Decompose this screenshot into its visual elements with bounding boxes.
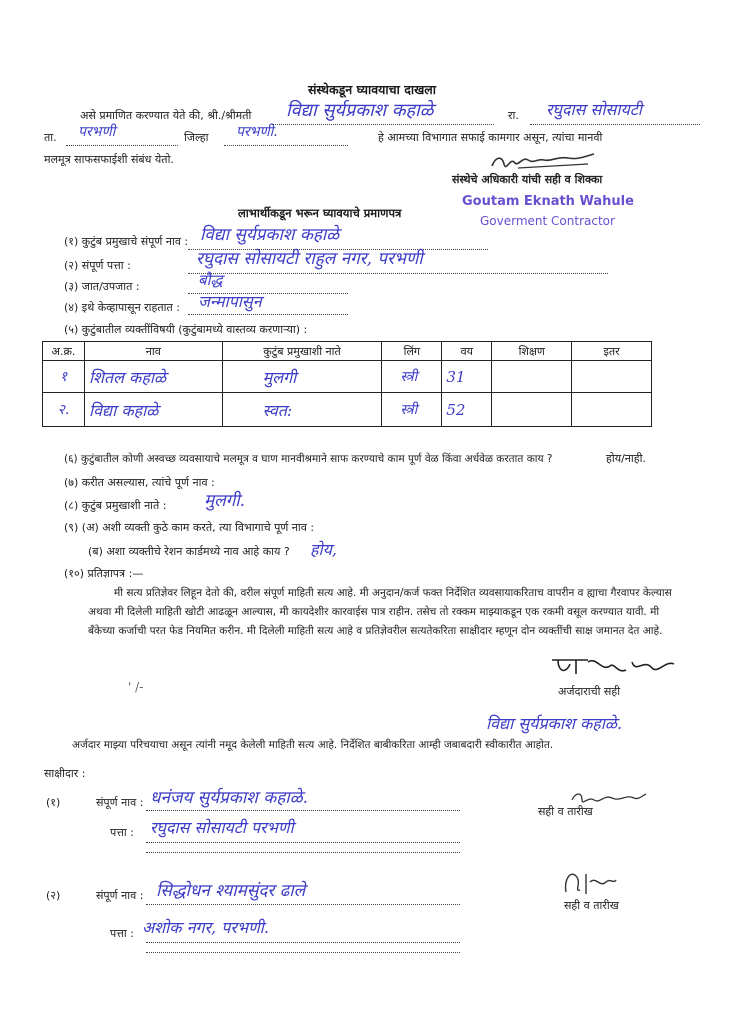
applicant-fullname: विद्या सुर्यप्रकाश कहाळे. <box>486 714 623 733</box>
q6-label: (६) कुटुंबातील कोणी अस्वच्छ व्यवसायाचे मलमूत्र व घाण मानवीश्रमाने साफ करण्याचे काम पूर्ण वेळ किंवा अर्धवेळ करतात काय ? <box>64 453 553 465</box>
col-header: नाव <box>84 342 222 361</box>
w2-number: (२) <box>46 889 61 902</box>
col-header: अ.क्र. <box>43 342 85 361</box>
table-cell: 52 <box>442 393 492 427</box>
table-cell <box>572 393 652 427</box>
q8-value: मुलगी. <box>204 491 246 511</box>
cert-taluka-label: ता. <box>44 131 57 144</box>
cert-line1-label: असे प्रमाणित करण्यात येते की, श्री./श्रीमती <box>80 109 252 122</box>
table-cell: स्त्री <box>382 361 442 393</box>
officer-sign-label: संस्थेचे अधिकारी यांची सही व शिक्का <box>452 173 603 186</box>
cert-residence: रघुदास सोसायटी <box>546 100 642 119</box>
declaration-title: लाभार्थीकडून भरून घ्यावयाचे प्रमाणपत्र <box>238 206 402 220</box>
w2-signature <box>560 866 620 900</box>
applicant-signature-mark <box>548 652 688 682</box>
q1-label: (१) कुटुंब प्रमुखाचे संपूर्ण नाव : <box>64 235 189 248</box>
table-cell <box>492 361 572 393</box>
w1-name-label: संपूर्ण नाव : <box>96 796 144 809</box>
table-cell <box>572 361 652 393</box>
table-row <box>43 361 652 393</box>
table-cell: स्त्री <box>382 393 442 427</box>
table-cell: शितल कहाळे <box>84 361 222 393</box>
col-header: वय <box>442 342 492 361</box>
table-cell: स्वत: <box>222 393 382 427</box>
col-header: कुटुंब प्रमुखाशी नाते <box>222 342 382 361</box>
table-cell <box>492 393 572 427</box>
cert-district: परभणी. <box>236 124 278 140</box>
cert-residence-label: रा. <box>508 109 519 122</box>
table-cell: मुलगी <box>222 361 382 393</box>
w1-address: रघुदास सोसायटी परभणी <box>150 818 294 837</box>
q4-label: (४) इथे केव्हापासून राहतात : <box>64 301 180 314</box>
cert-line2-text: हे आमच्या विभागात सफाई कामगार असून, त्यांचा मानवी <box>378 131 603 144</box>
w2-address: अशोक नगर, परभणी. <box>142 918 269 937</box>
q3-value: बौद्ध <box>198 271 223 289</box>
table-header-row <box>43 342 652 361</box>
q8-label: (८) कुटुंब प्रमुखाशी नाते : <box>64 499 167 512</box>
q4-value: जन्मापासुन <box>198 292 262 311</box>
w1-name: धनंजय सुर्यप्रकाश कहाळे. <box>150 788 309 808</box>
q2-label: (२) संपूर्ण पत्ता : <box>64 259 131 272</box>
w1-address-label: पत्ता : <box>110 826 134 839</box>
w2-name: सिद्धोधन श्यामसुंदर ढाले <box>156 881 306 901</box>
cert-name: विद्या सुर्यप्रकाश कहाळे <box>286 100 434 121</box>
col-header: इतर <box>572 342 652 361</box>
w1-sign-label: सही व तारीख <box>538 805 593 818</box>
q1-value: विद्या सुर्यप्रकाश कहाळे <box>200 225 340 245</box>
cert-line3-text: मलमूत्र साफसफाईशी संबंध येतो. <box>44 153 174 166</box>
table-cell: १ <box>43 361 85 393</box>
w1-number: (१) <box>46 796 61 809</box>
col-header: शिक्षण <box>492 342 572 361</box>
w2-sign-label: सही व तारीख <box>564 899 619 912</box>
affidavit-text: मी सत्य प्रतिज्ञेवर लिहून देतो की, वरील संपूर्ण माहिती सत्य आहे. मी अनुदान/कर्ज फक्त निर्देशित व्यवसायाकरिताच वापरीन व ह्याचा गैरवापर केल्यास अथवा मी दिलेली माहिती खोटी आढळून आल्यास, मी कायदेशीर कारवाईस पात्र राहीन. तसेच तो रक्कम माझ्याकडून एक रकमी वसूल करण्यात यावी. मी बँकेच्या कर्जाची परत फेड नियमित करीन. मी दिलेली माहिती सत्य आहे व प्रतिज्ञेवरील सत्यतेकरिता साक्षीदार म्हणून दोन व्यक्तींची साक्ष जमानत देत आहे. <box>88 587 672 637</box>
q9a-label: (९) (अ) अशी व्यक्ती कुठे काम करते, त्या विभागाचे पूर्ण नाव : <box>64 521 315 534</box>
family-table <box>42 341 652 427</box>
w2-name-label: संपूर्ण नाव : <box>96 889 144 902</box>
w2-address-label: पत्ता : <box>110 927 134 940</box>
col-header: लिंग <box>382 342 442 361</box>
table-cell: २. <box>43 393 85 427</box>
q3-label: (३) जात/उपजात : <box>64 280 140 293</box>
page-title: संस्थेकडून घ्यावयाचा दाखला <box>307 82 437 97</box>
stray-mark: ' /- <box>128 680 144 694</box>
table-cell: 31 <box>442 361 492 393</box>
q7-label: (७) करीत असल्यास, त्यांचे पूर्ण नाव : <box>64 476 215 489</box>
q10-label: (१०) प्रतिज्ञापत्र :— <box>64 567 144 580</box>
witness-label: साक्षीदार : <box>44 767 86 780</box>
stamp-name: Goutam Eknath Wahule <box>462 194 634 209</box>
cert-taluka: परभणी <box>78 124 116 140</box>
q9b-label: (ब) अशा व्यक्तीचे रेशन कार्डमध्ये नाव आहे काय ? <box>88 545 290 558</box>
q5-label: (५) कुटुंबातील व्यक्तींविषयी (कुटुंबामध्ये वास्तव्य करणाऱ्या) : <box>64 323 308 336</box>
stamp-title: Goverment Contractor <box>480 214 615 228</box>
table-cell: विद्या कहाळे <box>84 393 222 427</box>
q2-value: रघुदास सोसायटी राहुल नगर, परभणी <box>196 249 423 269</box>
table-row <box>43 393 652 427</box>
q9b-value: होय, <box>310 540 338 559</box>
q6-value: होय/नाही. <box>606 452 646 465</box>
applicant-sign-label: अर्जदाराची सही <box>558 685 621 698</box>
confirm-text: अर्जदार माझ्या परिचयाचा असून त्यांनी नमूद केलेली माहिती सत्य आहे. निर्देशित बाबीकरिता आम्ही जबाबदारी स्वीकारीत आहोत. <box>72 739 554 751</box>
cert-district-label: जिल्हा <box>184 131 209 144</box>
